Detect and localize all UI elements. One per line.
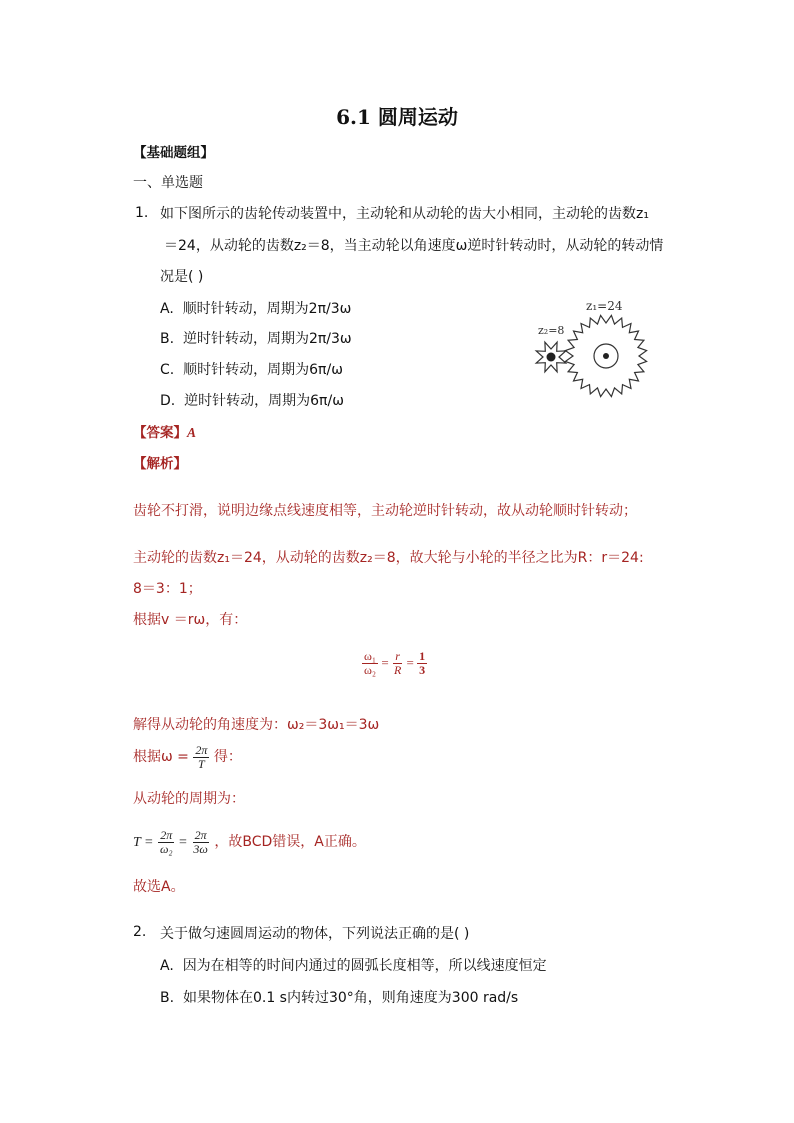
fraction-numerator: r xyxy=(395,649,400,663)
option-c[interactable] xyxy=(160,359,343,379)
equation-ratio: $\frac{\text{ω₁}}{\text{ω₂}}$ = $\frac{r}{R}$ = $\frac{1}{3}$ xyxy=(364,649,426,677)
option-label: A. xyxy=(160,301,174,317)
option-label: B. xyxy=(160,990,175,1006)
formula-text: ，故BCD错误，A正确。 xyxy=(214,834,366,851)
fraction-denominator: 3ω xyxy=(193,841,208,856)
section-label: 【基础题组】 xyxy=(133,145,214,161)
question-stem-line: 况是( ) xyxy=(160,269,204,285)
analysis-line xyxy=(133,744,242,770)
option-label: D. xyxy=(160,393,176,409)
answer-label: 【答案】 xyxy=(133,425,187,441)
fraction-numerator: 2π xyxy=(160,828,173,842)
driving-gear-axle xyxy=(603,353,609,359)
fraction-denominator: R xyxy=(393,662,402,677)
analysis-line: 主动轮的齿数z₁＝24，从动轮的齿数z₂＝8，故大轮与小轮的半径之比为R：r＝24: xyxy=(133,550,644,566)
subsection-label: 一、单选题 xyxy=(133,175,203,191)
option-text: 如果物体在0.1 s内转过30°角，则角速度为300 rad/s xyxy=(182,990,519,1006)
gear-figure xyxy=(528,296,656,404)
option-b[interactable] xyxy=(160,328,352,348)
analysis-line: 根据v ＝rω，有： xyxy=(133,612,248,628)
question-number: 1. xyxy=(135,205,149,221)
equation-period xyxy=(133,829,366,855)
gear-diagram xyxy=(528,296,656,404)
formula-text: = xyxy=(179,835,187,851)
fraction-numerator: ω₁ xyxy=(364,649,377,663)
question-number: 2. xyxy=(133,924,147,940)
option-label: C. xyxy=(160,362,175,378)
question-stem-line: 如下图所示的齿轮传动装置中，主动轮和从动轮的齿大小相同，主动轮的齿数z₁ xyxy=(160,206,649,222)
fraction-numerator: 2π xyxy=(194,828,207,842)
option-label: B. xyxy=(160,331,175,347)
option-a[interactable] xyxy=(160,298,351,318)
analysis-label: 【解析】 xyxy=(133,456,187,472)
driven-gear-label: z₂=8 xyxy=(538,324,565,337)
question-stem-line: ＝24，从动轮的齿数z₂＝8，当主动轮以角速度ω逆时针转动时，从动轮的转动情 xyxy=(164,238,664,254)
answer-line xyxy=(133,421,196,441)
question-stem-line: 关于做匀速圆周运动的物体，下列说法正确的是( ) xyxy=(160,926,470,942)
fraction-denominator: ω₂ xyxy=(364,662,377,677)
option-a[interactable] xyxy=(160,955,547,975)
driven-gear-axle xyxy=(547,353,556,362)
option-text: 逆时针转动，周期为2π/3ω xyxy=(182,331,352,347)
fraction-numerator: 1 xyxy=(419,649,426,663)
option-text: 因为在相等的时间内通过的圆弧长度相等，所以线速度恒定 xyxy=(182,958,547,974)
option-b[interactable] xyxy=(160,987,518,1007)
fraction-numerator: 2π xyxy=(195,743,208,757)
formula-text: T = xyxy=(133,835,154,851)
fraction-denominator: ω₂ xyxy=(159,841,173,856)
option-text: 顺时针转动，周期为2π/3ω xyxy=(182,301,352,317)
analysis-line: 故选A。 xyxy=(133,879,185,895)
formula-text: 根据ω = xyxy=(133,749,189,766)
fraction-denominator: 3 xyxy=(419,662,426,677)
analysis-line: 解得从动轮的角速度为：ω₂＝3ω₁＝3ω xyxy=(133,717,380,733)
answer-value: A xyxy=(187,425,197,440)
analysis-line: 8＝3：1； xyxy=(133,581,202,597)
option-text: 顺时针转动，周期为6π/ω xyxy=(183,362,343,378)
option-text: 逆时针转动，周期为6π/ω xyxy=(184,393,344,409)
option-label: A. xyxy=(160,958,174,974)
page-title: 6.1 圆周运动 xyxy=(336,105,458,129)
driving-gear-label: z₁=24 xyxy=(586,299,623,313)
fraction-denominator: T xyxy=(198,756,205,771)
option-d[interactable] xyxy=(160,390,344,410)
formula-text: 得： xyxy=(213,749,242,766)
analysis-line: 齿轮不打滑，说明边缘点线速度相等，主动轮逆时针转动，故从动轮顺时针转动； xyxy=(133,503,637,519)
analysis-line: 从动轮的周期为： xyxy=(133,791,245,807)
